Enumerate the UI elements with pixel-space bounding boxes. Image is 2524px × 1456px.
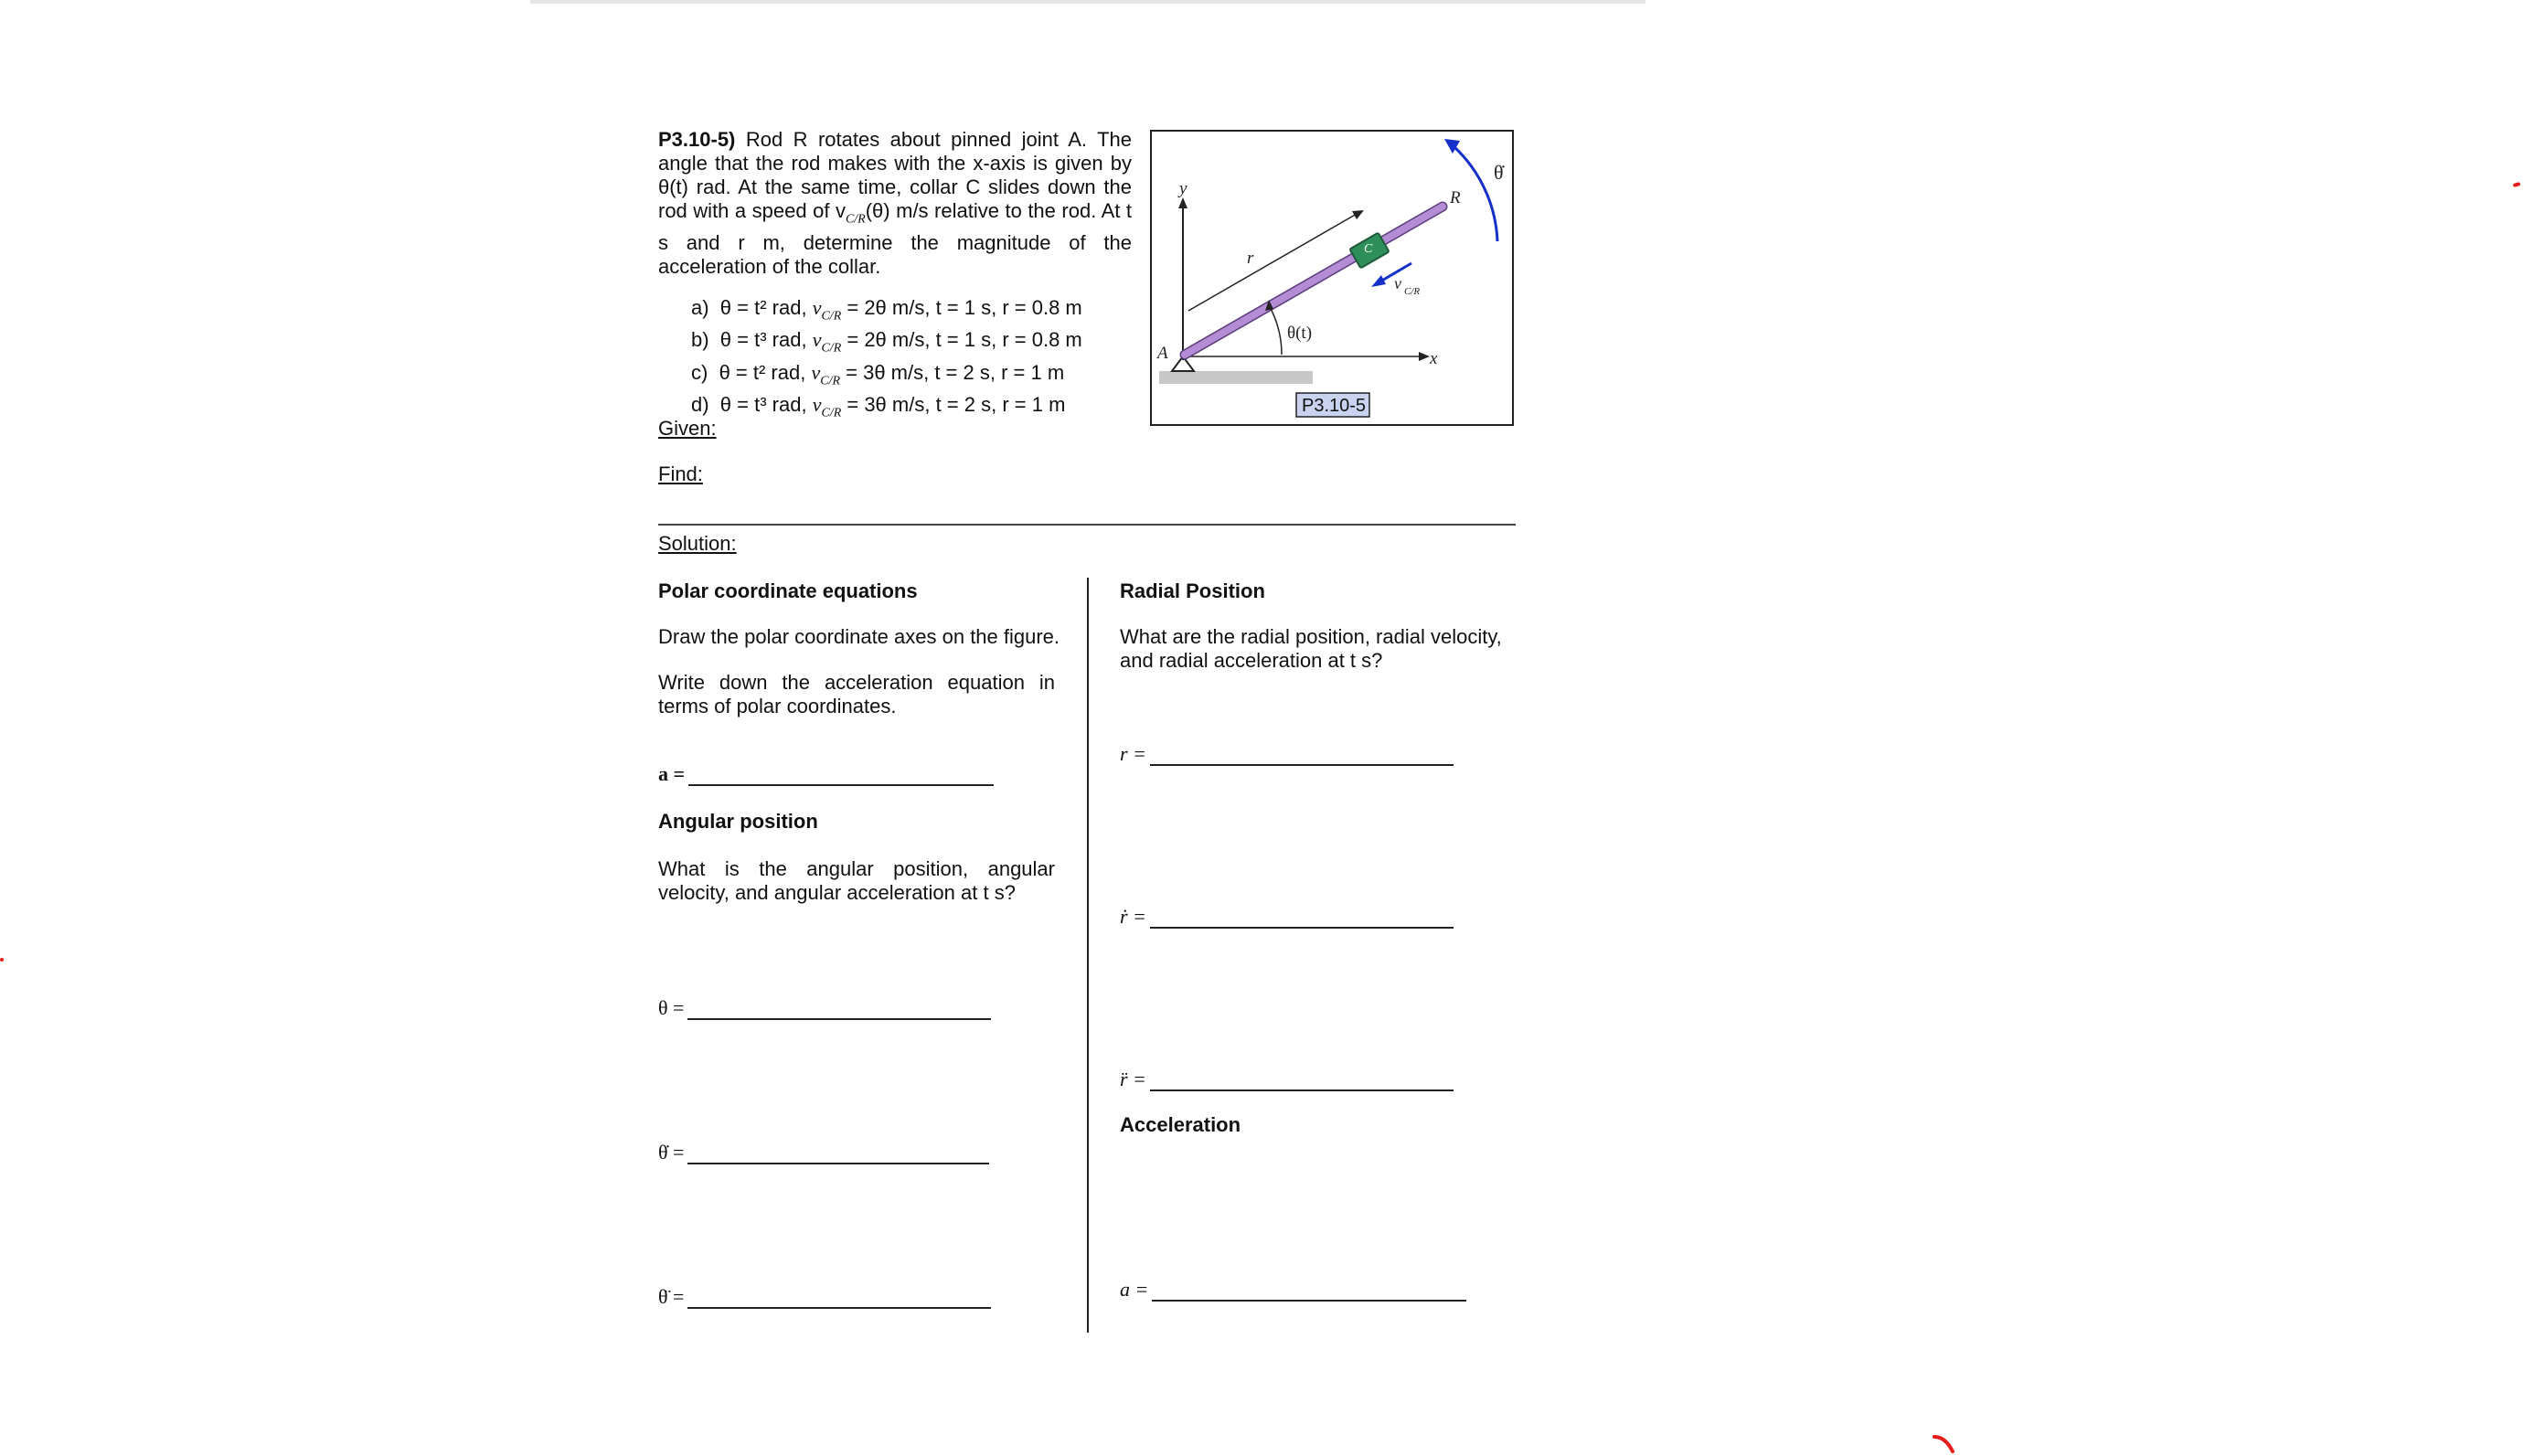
- case-item: b) θ = t³ rad, $v_{C/R} = 2\theta$ m/s, t = 1 s, r = 0.8 m: [691, 328, 1082, 356]
- polar-title: Polar coordinate equations: [658, 579, 918, 602]
- thetadot-answer-blank[interactable]: [687, 1159, 989, 1164]
- problem-intro: Rod R rotates about pinned joint A. The angle that the rod makes with the x-axis is given by θ(t) rad. At the same time, collar C slides down the rod with a speed of v: [658, 128, 1132, 222]
- figure-caption: P3.10-5: [1302, 396, 1367, 416]
- r-dimension: [1188, 214, 1357, 311]
- draw-instruction: Draw the polar coordinate axes on the figure.: [658, 625, 1060, 648]
- red-pen-mark: [2513, 182, 2521, 187]
- page-top-edge: [530, 0, 1645, 4]
- theta-answer-row: [658, 996, 991, 1020]
- figure-svg: [1152, 132, 1512, 424]
- accel-answer-blank[interactable]: [1152, 1296, 1466, 1302]
- theta-answer-blank[interactable]: [687, 1015, 991, 1020]
- v-sub-label: C/R: [1404, 286, 1421, 297]
- theta-label: θ(t): [1287, 324, 1313, 343]
- case-item: c) θ = t² rad, $v_{C/R} = 3\theta$ m/s, t = 2 s, r = 1 m: [691, 360, 1065, 388]
- problem-statement: [658, 128, 1132, 279]
- angular-question: What is the angular position, angular velocity, and angular acceleration at t s?: [658, 857, 1055, 904]
- acceleration-title: Acceleration: [1120, 1113, 1241, 1136]
- radial-title: Radial Position: [1120, 579, 1265, 602]
- rdot-answer-row: [1120, 905, 1454, 929]
- rod-fill: [1185, 207, 1443, 355]
- A-label: A: [1157, 344, 1168, 363]
- problem-intro2: (θ) m/s relative to the rod. At t s and r m, determine the magnitude of the acceleration of the collar.: [658, 199, 1132, 279]
- solution-heading: Solution:: [658, 532, 737, 555]
- a-label: a =: [658, 762, 686, 785]
- thetadot-answer-row: [658, 1141, 989, 1164]
- red-pen-dot: [0, 958, 4, 962]
- radial-question: What are the radial position, radial velocity, and radial acceleration at t s?: [1120, 625, 1502, 672]
- v-label: v: [1394, 274, 1401, 292]
- r-label: r: [1247, 249, 1254, 268]
- angular-title: Angular position: [658, 810, 818, 833]
- thetadot-label: θ̇: [1494, 161, 1504, 184]
- problem-id: P3.10-5): [658, 128, 736, 151]
- case-item: a) θ = t² rad, $v_{C/R} = 2\theta$ m/s, t = 1 s, r = 0.8 m: [691, 296, 1082, 324]
- problem-sub: C/R: [845, 212, 866, 227]
- r-answer-blank[interactable]: [1150, 760, 1454, 766]
- R-label: R: [1450, 188, 1461, 207]
- write-instruction: Write down the acceleration equation in terms of polar coordinates.: [658, 671, 1055, 717]
- thetaddot-answer-blank[interactable]: [687, 1303, 991, 1309]
- rddot-label: r̈ =: [1120, 1068, 1146, 1090]
- accel-answer-row: [1120, 1278, 1466, 1302]
- section-divider: [658, 524, 1516, 526]
- r-label: r =: [1120, 742, 1146, 765]
- rdot-label: ṙ =: [1120, 905, 1146, 928]
- accel-label: a =: [1120, 1278, 1149, 1301]
- given-heading: Given:: [658, 417, 717, 440]
- ground: [1159, 371, 1313, 384]
- problem-figure: [1150, 130, 1514, 426]
- thetadot-label: θ̇ =: [658, 1141, 685, 1164]
- thetaddot-label: θ̈ =: [658, 1285, 685, 1308]
- rdot-answer-blank[interactable]: [1150, 923, 1454, 929]
- case-item: d) θ = t³ rad, $v_{C/R} = 3\theta$ m/s, t = 2 s, r = 1 m: [691, 393, 1066, 420]
- r-answer-row: [1120, 742, 1454, 766]
- column-divider: [1087, 578, 1089, 1333]
- theta-arc: [1269, 305, 1282, 355]
- thetaddot-answer-row: [658, 1285, 991, 1309]
- find-heading: Find:: [658, 462, 703, 485]
- x-label: x: [1430, 349, 1438, 368]
- red-pen-stroke: [1931, 1431, 1958, 1455]
- rddot-answer-row: [1120, 1068, 1454, 1091]
- rddot-answer-blank[interactable]: [1150, 1086, 1454, 1091]
- y-label: y: [1179, 179, 1187, 198]
- a-answer-row: [658, 762, 994, 786]
- theta-label: θ =: [658, 996, 685, 1019]
- a-answer-blank[interactable]: [688, 781, 994, 786]
- collar-label: C: [1364, 242, 1373, 256]
- case-list: [691, 296, 1082, 426]
